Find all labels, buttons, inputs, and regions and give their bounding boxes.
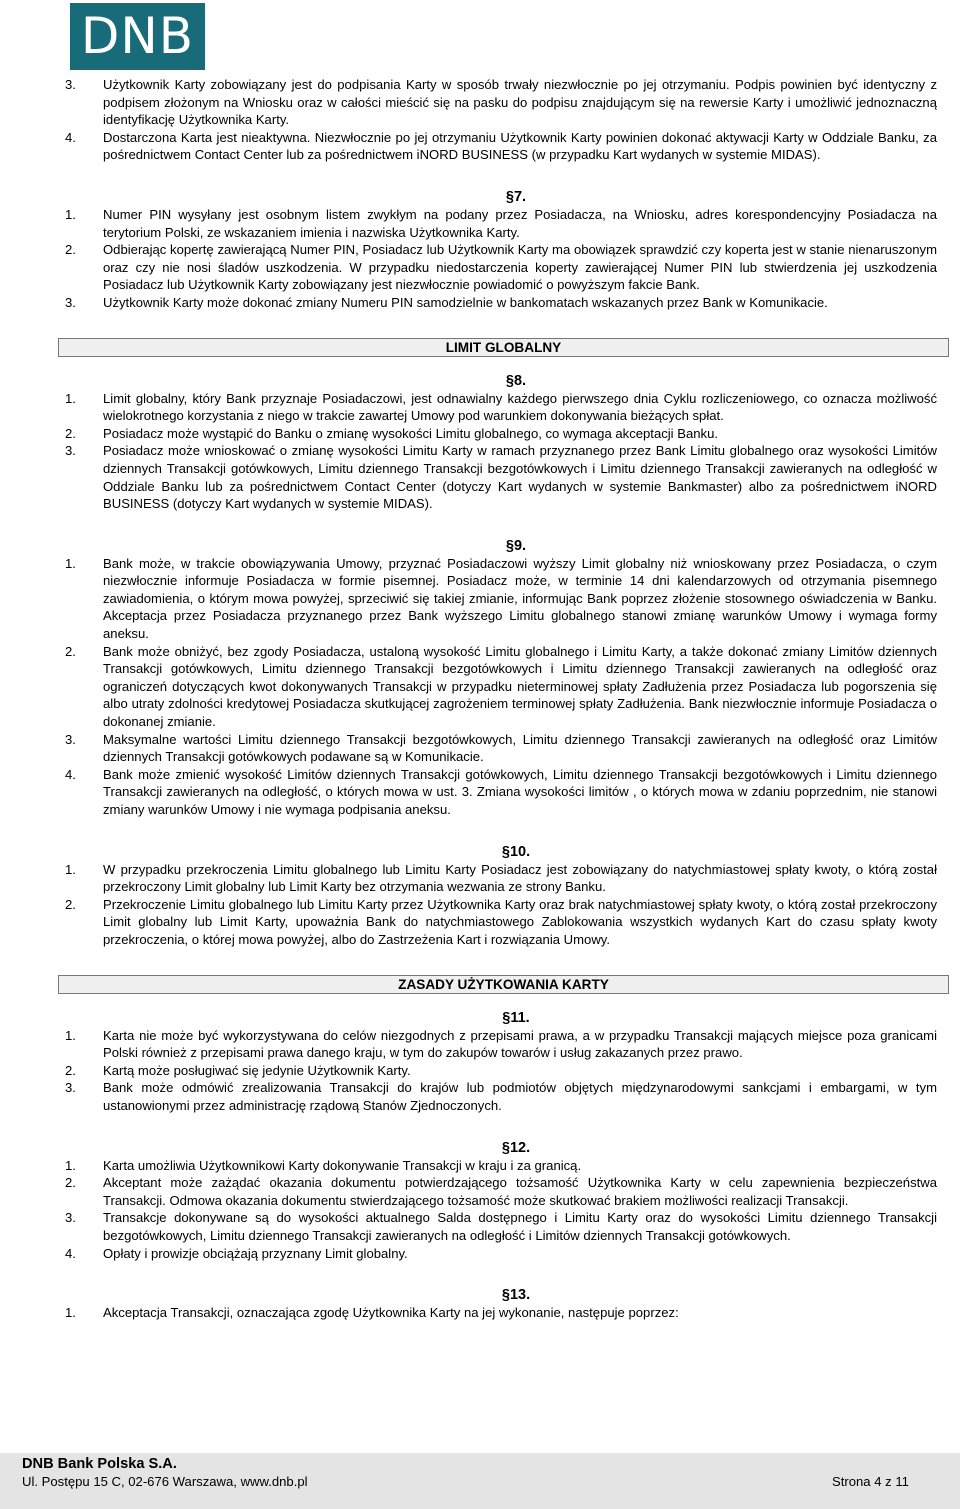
list-item: 2. Bank może obniżyć, bez zgody Posiadacza, ustaloną wysokość Limitu globalnego i Limitu Karty, a także dokonać zmiany Limitów dziennych Transakcji gotówkowych, Limitu dziennego Transakcji bezgotówkowych i Limitu dziennego Transakcji zawieranych na odległość oraz ograniczeń dotyczących kwot dokonywanych Transakcji w przypadku nieterminowej spłaty Zadłużenia przez Posiadacza lub pogorszenia się albo utraty zdolności kredytowej Posiadacza skutkującej zagrożeniem terminowej spłaty Zadłużenia. Bank niezwłocznie informuje Posiadacza o dokonanej zmianie. [65, 643, 937, 730]
list-item: 2. Kartą może posługiwać się jedynie Użytkownik Karty. [65, 1062, 411, 1078]
list-item: 4. Opłaty i prowizje obciążają przyznany Limit globalny. [65, 1245, 408, 1261]
footer-address: Ul. Postępu 15 C, 02-676 Warszawa, www.dnb.pl [22, 1474, 308, 1489]
list-item: 3. Bank może odmówić zrealizowania Transakcji do krajów lub podmiotów objętych międzynarodowymi sankcjami i embargami, w tym ustanowionymi przez administrację rządową Stanów Zjednoczonych. [65, 1080, 937, 1113]
section-title: LIMIT GLOBALNY [58, 338, 949, 357]
list-item: 4. Dostarczona Karta jest nieaktywna. Niezwłocznie po jej otrzymaniu Użytkownik Karty powinien dokonać aktywacji Karty w Oddziale Banku, za pośrednictwem Contact Center lub za pośrednictwem iNORD BUSINESS (w przypadku Kart wydanych w systemie MIDAS). [65, 129, 937, 163]
list-item: 2. Przekroczenie Limitu globalnego lub Limitu Karty przez Użytkownika Karty oraz brak natychmiastowej spłaty kwoty, o którą został przekroczony Limit globalny lub Limit Karty, upoważnia Bank do natychmiastowego Zablokowania wszystkich wydanych Kart do czasu spłaty kwoty przekroczenia, o której mowa powyżej, albo do Zastrzeżenia Kart i rozwiązania Umowy. [65, 896, 937, 947]
section-title: ZASADY UŻYTKOWANIA KARTY [58, 975, 949, 994]
list-item: 1. Numer PIN wysyłany jest osobnym listem zwykłym na podany przez Posiadacza, na Wniosku, adres korespondencyjny Posiadacza na terytorium Polski, ze wskazaniem imienia i nazwiska Użytkownika Karty. [65, 206, 937, 240]
list-item: 1. Limit globalny, który Bank przyznaje Posiadaczowi, jest odnawialny każdego pierwszego dnia Cyklu rozliczeniowego, co oznacza możliwość wielokrotnego korzystania z niego w trakcie zawartej Umowy pod warunkiem dokonywania bieżących spłat. [65, 390, 937, 424]
list-item: 3. Maksymalne wartości Limitu dziennego Transakcji bezgotówkowych, Limitu dziennego Transakcji zawieranych na odległość oraz Limitów dziennych Transakcji gotówkowych podawane są w Komunikacie. [65, 731, 937, 765]
page-number: Strona 4 z 11 [832, 1474, 909, 1489]
list-item: 1. Akceptacja Transakcji, oznaczająca zgodę Użytkownika Karty na jej wykonanie, następuje poprzez: [65, 1305, 679, 1321]
list-item: 1. Bank może, w trakcie obowiązywania Umowy, przyznać Posiadaczowi wyższy Limit globalny niż wnioskowany przez Posiadacza, o czym niezwłocznie informuje Posiadacza w formie pisemnej. Posiadacz może, w terminie 14 dni kalendarzowych od otrzymania pisemnego zawiadomienia, o którym mowa powyżej, sprzeciwić się takiej zmianie, informując Bank poprzez złożenie stosownego oświadczenia w Banku. Akceptacja przez Posiadacza przyznanego przez Bank wyższego Limitu globalnego stanowi zmianę warunków Umowy i wymaga formy aneksu. [65, 555, 937, 642]
page-footer [0, 1446, 960, 1509]
list-item: 3. Transakcje dokonywane są do wysokości aktualnego Salda dostępnego i Limitu Karty oraz do wysokości Limitu dziennego Transakcji bezgotówkowych, Limitu dziennego Transakcji zawieranych na odległość i Limitów dziennych Transakcji gotówkowych. [65, 1210, 937, 1243]
list-item: 1. Karta nie może być wykorzystywana do celów niezgodnych z przepisami prawa, a w przypadku Transakcji mających miejsce poza granicami Polski również z przepisami prawa danego kraju, w tym do zakupów towarów i usług zakazanych przez prawo. [65, 1027, 937, 1061]
paragraph-heading: §12. [501, 1139, 531, 1156]
list-item: 2. Posiadacz może wystąpić do Banku o zmianę wysokości Limitu globalnego, co wymaga akceptacji Banku. [65, 425, 718, 441]
footer-company: DNB Bank Polska S.A. [22, 1456, 177, 1472]
paragraph-heading: §13. [501, 1287, 531, 1304]
list-item: 3. Posiadacz może wnioskować o zmianę wysokości Limitu Karty w ramach przyznanego przez Bank Limitu globalnego oraz wysokości Limitów dziennych Transakcji gotówkowych, Limitu dziennego Transakcji bezgotówkowych i Limitu dziennego Transakcji zawieranych na odległość w Oddziale Banku lub za pośrednictwem Contact Center (dotyczy Kart wydanych w systemie Bankmaster) albo za pośrednictwem iNORD BUSINESS (dotyczy Kart wydanych w systemie MIDAS). [65, 443, 937, 512]
logo-text: DNB [80, 6, 195, 65]
paragraph-heading: §8. [505, 372, 527, 389]
list-item: 2. Akceptant może zażądać okazania dokumentu potwierdzającego tożsamość Użytkownika Karty w celu zapewnienia bezpieczeństwa Transakcji. Odmowa okazania dokumentu stwierdzającego tożsamość może skutkować brakiem możliwości realizacji Transakcji. [65, 1175, 937, 1208]
paragraph-heading: §9. [505, 537, 527, 554]
paragraph-heading: §7. [505, 188, 527, 205]
paragraph-heading: §10. [501, 843, 531, 860]
list-item: 3. Użytkownik Karty może dokonać zmiany Numeru PIN samodzielnie w bankomatach wskazanych przez Bank w Komunikacie. [65, 294, 828, 310]
list-item: 2. Odbierając kopertę zawierającą Numer PIN, Posiadacz lub Użytkownik Karty ma obowiązek sprawdzić czy koperta jest w stanie nienaruszonym oraz czy nie nosi śladów uszkodzenia. W przypadku niedostarczenia koperty zawierającej Numer PIN lub stwierdzenia jej uszkodzenia Posiadacz lub Użytkownik Karty zobowiązany jest niezwłocznie powiadomić o powyższym fakcie Bank. [65, 242, 937, 293]
list-item: 3. Użytkownik Karty zobowiązany jest do podpisania Karty w sposób trwały niezwłocznie po jej otrzymaniu. Podpis powinien być identyczny z podpisem złożonym na Wniosku oraz w całości mieścić się na pasku do podpisu znajdującym się na rewersie Karty i umożliwić jednoznaczną identyfikację Użytkownika Karty. [65, 77, 937, 128]
list-item: 1. W przypadku przekroczenia Limitu globalnego lub Limitu Karty Posiadacz jest zobowiązany do natychmiastowej spłaty kwoty, o którą został przekroczony Limit globalny lub Limit Karty bez otrzymania wezwania ze strony Banku. [65, 861, 937, 895]
list-item: 4. Bank może zmienić wysokość Limitów dziennych Transakcji gotówkowych, Limitu dziennego Transakcji bezgotówkowych i Limitu dziennego Transakcji zawieranych na odległość, o których mowa w ust. 3. Zmiana wysokości limitów , o których mowa w zdaniu poprzednim, nie stanowi zmiany warunków Umowy i nie wymaga podpisania aneksu. [65, 766, 937, 817]
dnb-logo [70, 3, 205, 70]
list-item: 1. Karta umożliwia Użytkownikowi Karty dokonywanie Transakcji w kraju i za granicą. [65, 1157, 582, 1173]
document-body [65, 76, 937, 1322]
paragraph-heading: §11. [502, 1009, 530, 1026]
